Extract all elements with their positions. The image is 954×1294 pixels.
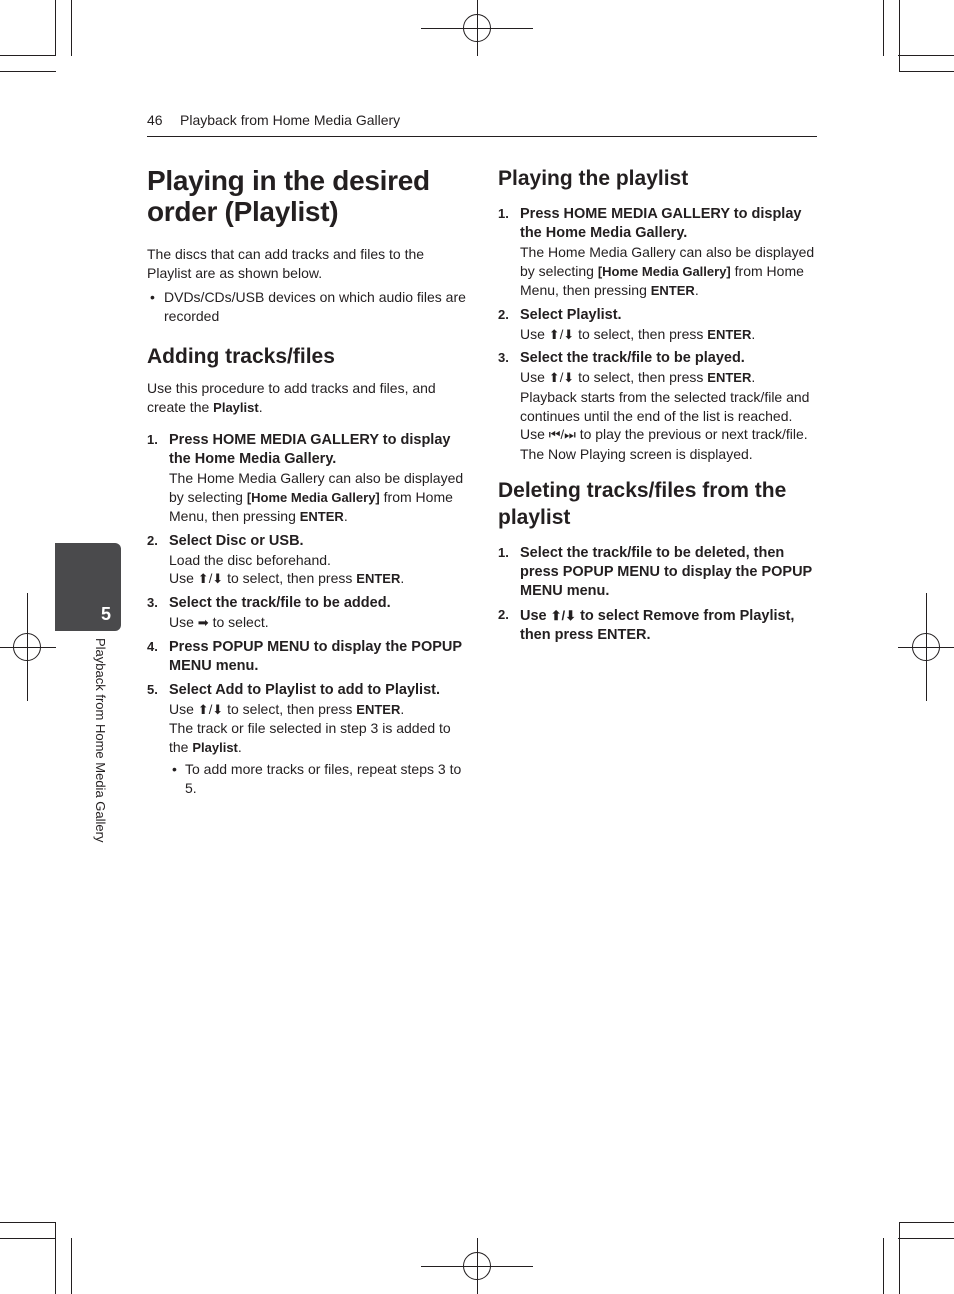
crop-mark [899,71,954,72]
step-item: 3. Select the track/file to be played. Use ⬆/⬇ to select, then press ENTER. Playback starts from the selected track/file and continues until the end of the list is reached. Use ⏮/⏭ to play the previous or next track/file. The Now Playing screen is displayed. [498,349,820,463]
crop-mark [899,0,900,72]
step-body: Use ⬆/⬇ to select, then press ENTER. [520,325,756,342]
adding-intro: Use this procedure to add tracks and files, and create the Playlist. [147,380,436,415]
step-body: Use ⬆/⬇ to select, then press ENTER. The track or file selected in step 3 is added to the Playlist. [169,700,451,755]
crop-mark [899,1222,954,1223]
bullet-item: • DVDs/CDs/USB devices on which audio files are recorded [147,288,469,326]
side-tab-label: Playback from Home Media Gallery [93,638,108,843]
step-heading: Select the track/file to be added. [169,594,391,611]
up-down-arrow-icon: ⬆/⬇ [548,370,575,386]
step-heading: Select Disc or USB. [169,532,304,549]
section-heading-adding: Adding tracks/files [147,345,335,368]
step-item: 1. Press HOME MEDIA GALLERY to display the Home Media Gallery. The Home Media Gallery can also be displayed by selecting [Home Media Gallery] from Home Menu, then pressing ENTER. [147,431,469,527]
crop-mark [883,1238,884,1294]
up-down-arrow-icon: ⬆/⬇ [550,608,577,624]
chapter-tab [55,543,121,631]
skip-icon: ⏮/⏭ [548,427,576,443]
step-heading: Use ⬆/⬇ to select Remove from Playlist, then press ENTER. [520,608,795,644]
page-number: 46 [147,112,163,128]
registration-circle [463,14,491,42]
crop-mark [55,0,56,56]
step-heading: Select Add to Playlist to add to Playlist. [169,681,440,698]
step-item: 3. Select the track/file to be added. Use ➡ to select. [147,594,469,633]
step-body: Use ➡ to select. [169,613,269,630]
crop-mark [898,1238,954,1239]
crop-mark [0,71,56,72]
left-column [147,165,469,803]
crop-mark [883,0,884,56]
section-heading-deleting: Deleting tracks/files from the playlist [498,479,787,530]
deleting-steps [498,544,820,645]
up-down-arrow-icon: ⬆/⬇ [548,326,575,342]
step-heading: Select the track/file to be played. [520,350,745,367]
playing-steps [498,205,820,463]
step-item: 1. Press HOME MEDIA GALLERY to display the Home Media Gallery. The Home Media Gallery can also be displayed by selecting [Home Media Gallery] from Home Menu, then pressing ENTER. [498,205,820,301]
registration-circle [13,633,41,661]
page-title: Playing in the desired order (Playlist) [147,165,430,227]
page-header [147,112,817,137]
up-down-arrow-icon: ⬆/⬇ [197,571,224,587]
sub-bullet: • To add more tracks or files, repeat steps 3 to 5. [169,760,469,797]
right-column [498,165,820,650]
header-section-title: Playback from Home Media Gallery [180,112,401,128]
step-body: The Home Media Gallery can also be displayed by selecting [Home Media Gallery] from Home Menu, then pressing ENTER. [169,470,464,525]
step-item: 2. Select Playlist. Use ⬆/⬇ to select, then press ENTER. [498,306,820,345]
crop-mark [899,1222,900,1294]
step-item: 4. Press POPUP MENU to display the POPUP MENU menu. [147,638,469,676]
step-heading: Select the track/file to be deleted, then press POPUP MENU to display the POPUP MENU menu. [520,545,812,600]
crop-mark [0,1238,56,1239]
step-item: 2. Use ⬆/⬇ to select Remove from Playlist, then press ENTER. [498,606,820,645]
chapter-number: 5 [100,604,111,624]
crop-mark [898,55,954,56]
step-heading: Press HOME MEDIA GALLERY to display the Home Media Gallery. [169,432,451,467]
section-heading-playing: Playing the playlist [498,167,689,190]
crop-mark [0,55,56,56]
step-item: 2. Select Disc or USB. Load the disc beforehand. Use ⬆/⬇ to select, then press ENTER. [147,532,469,589]
intro-text: The discs that can add tracks and files to the Playlist are as shown below. [147,246,425,281]
registration-circle [463,1252,491,1280]
step-heading: Press HOME MEDIA GALLERY to display the Home Media Gallery. [520,206,802,241]
step-body: Use ⬆/⬇ to select, then press ENTER. Playback starts from the selected track/file and continues until the end of the list is reached. Use ⏮/⏭ to play the previous or next track/file. The Now Playing screen is displayed. [520,369,810,462]
up-down-arrow-icon: ⬆/⬇ [197,701,224,717]
step-item: 1. Select the track/file to be deleted, then press POPUP MENU to display the POPUP MENU menu. [498,544,820,601]
registration-circle [912,633,940,661]
step-heading: Select Playlist. [520,306,622,323]
crop-mark [71,0,72,56]
right-arrow-icon: ➡ [197,614,209,630]
step-item: 5. Select Add to Playlist to add to Playlist. Use ⬆/⬇ to select, then press ENTER. The track or file selected in step 3 is added to the Playlist. • To add more tracks or files, repeat steps 3 to 5. [147,681,469,798]
step-body: Load the disc beforehand. Use ⬆/⬇ to select, then press ENTER. [169,551,405,587]
step-heading: Press POPUP MENU to display the POPUP MENU menu. [169,638,462,674]
adding-steps [147,431,469,798]
step-body: The Home Media Gallery can also be displayed by selecting [Home Media Gallery] from Home Menu, then pressing ENTER. [520,244,815,299]
crop-mark [0,1222,56,1223]
crop-mark [55,1222,56,1294]
crop-mark [71,1238,72,1294]
